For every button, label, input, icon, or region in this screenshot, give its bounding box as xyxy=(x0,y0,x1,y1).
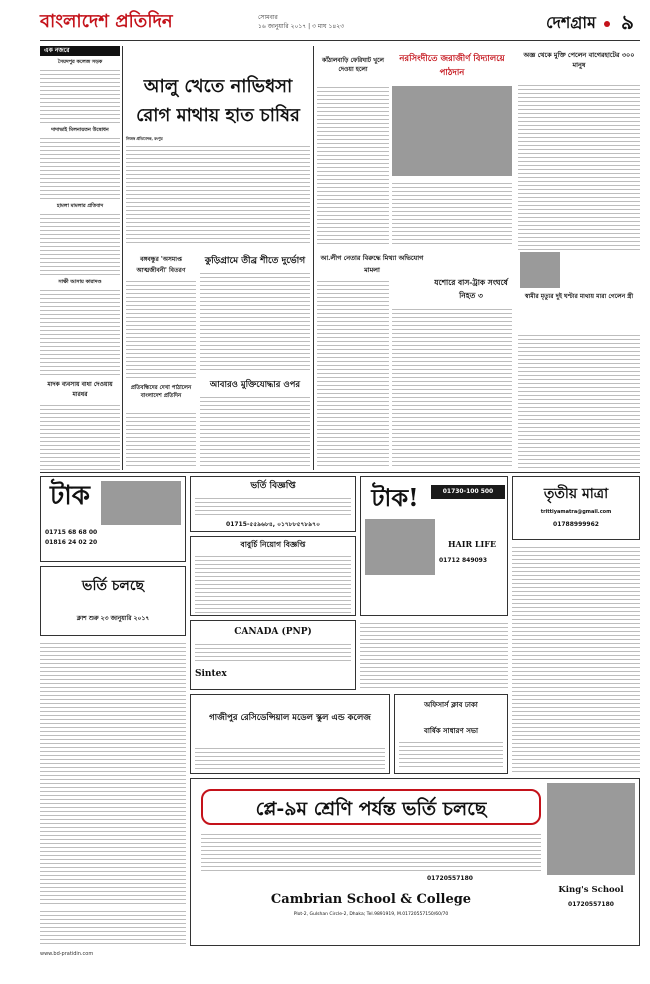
kings-school-phone: 01720557180 xyxy=(568,901,614,908)
brief-text-1 xyxy=(40,67,120,123)
vorti-ad-title: ভর্তি বিজ্ঞপ্তি xyxy=(250,481,296,491)
gazipur-school-title: গাজীপুর রেসিডেন্সিয়াল মডেল স্কুল এন্ড কলেজ xyxy=(209,713,371,723)
cold-headline: কুড়িগ্রামে তীব্র শীতে দুর্ভোগ xyxy=(204,256,306,266)
canada-ad-title: CANADA (PNP) xyxy=(234,627,312,637)
left-column xyxy=(40,46,120,470)
gazipur-school-ad xyxy=(190,694,390,774)
tritiyo-ad-phone: 01788999962 xyxy=(553,521,599,528)
job-notice-ad xyxy=(190,536,356,616)
disabled-text xyxy=(126,410,196,468)
right-ads-stack xyxy=(512,544,640,774)
school-photo xyxy=(392,86,512,176)
bangabandhu-text xyxy=(126,278,196,378)
brief-text-4 xyxy=(40,287,120,377)
student-photo xyxy=(547,783,635,875)
top-right-headline: অজ্ঞ থেকে মুক্তি পেলেন বাগেরহাটের ৩০০ মানুষ xyxy=(523,51,635,69)
narsingdi-headline: নরসিংদীতে জরাজীর্ণ বিদ্যালয়ে পাঠদান xyxy=(399,54,505,78)
jessore-text xyxy=(392,306,512,468)
cold-text xyxy=(200,270,310,370)
attack-headline: আবারও মুক্তিযোদ্ধার ওপর xyxy=(209,380,301,390)
tritiyo-ad-email: trittiyamatra@gmail.com xyxy=(540,509,612,515)
job-notice-title: বাবুর্চি নিয়োগ বিজ্ঞপ্তি xyxy=(240,540,306,549)
widow-headline: স্বামীর মৃত্যুর দুই ঘণ্টার মাথায় মারা গেলেন স্ত্রী xyxy=(524,293,634,300)
vorti-ad-text xyxy=(195,495,351,517)
tritiyo-ad-title: তৃতীয় মাত্রা xyxy=(543,486,609,502)
bottom-left-classified xyxy=(40,908,186,946)
section-title: দেশগ্রাম xyxy=(546,13,596,32)
tritiyo-ad xyxy=(512,476,640,540)
hair-life-phone: 01712 849093 xyxy=(439,557,488,564)
logo-text: বাংলাদেশ প্রতিদিন xyxy=(40,11,173,32)
banner-ad-details xyxy=(201,831,541,871)
attack-text xyxy=(200,394,310,468)
narsingdi-text xyxy=(392,180,512,244)
newspaper-logo xyxy=(40,8,240,36)
admission-ad-title: ভর্তি চলছে xyxy=(82,578,144,594)
issue-day: সোমবার xyxy=(258,14,278,21)
jessore-headline: যশোরে বাস-ট্রাক সংঘর্ষে নিহত ৩ xyxy=(434,278,508,300)
footer-website: www.bd-pratidin.com xyxy=(40,951,94,957)
officers-club-text xyxy=(399,739,503,769)
section-name xyxy=(510,10,610,36)
issue-date-text: ১৬ জানুয়ারি ২০১৭ | ৩ মাঘ ১৪২৩ xyxy=(258,23,345,30)
kings-school-name: King's School xyxy=(558,885,624,895)
tok-ad-1 xyxy=(40,476,186,562)
ferry-text xyxy=(317,84,389,244)
hair-life-logo: HAIR LIFE xyxy=(447,539,497,549)
drug-story-headline: মাদক ব্যবসায় বাধা দেওয়ায় মারধর xyxy=(47,381,113,398)
tok-ad-1-title: টাক xyxy=(50,481,90,511)
widow-photo xyxy=(520,252,560,288)
tok-ad-2 xyxy=(360,476,508,616)
masthead-rule xyxy=(40,40,640,41)
banner-ad-main: প্লে-৯ম শ্রেণি পর্যন্ত ভর্তি চলছে xyxy=(201,789,541,825)
mid-page-rule xyxy=(40,472,640,473)
tok-ad-1-phone-1: 01715 68 68 00 xyxy=(45,529,98,536)
admission-ad-class: ক্লাশ শুরু ২৩ জানুয়ারি ২০১৭ xyxy=(76,615,150,622)
officers-club-title: অফিসার্স ক্লাব ঢাকা xyxy=(424,700,478,709)
disabled-headline: প্রতিবন্ধিদের দেখা পাঠালেন বাংলাদেশ প্রতিদিন xyxy=(130,385,192,399)
tok-ad-2-phone: 01730-100 500 xyxy=(431,485,505,499)
issue-date xyxy=(258,13,408,33)
center-right-ads xyxy=(360,620,508,690)
top-right-text xyxy=(518,82,640,250)
lead-byline: নিজস্ব প্রতিবেদক, রংপুর xyxy=(126,136,163,141)
column-rule-1 xyxy=(122,46,123,470)
brief-headline-4: সাক্ষী আসায় কারাদণ্ড xyxy=(58,279,102,285)
league-headline: আ.লীগ নেতার বিরুদ্ধে মিথ্যা অভিযোগ মামলা xyxy=(320,254,424,274)
column-rule-2 xyxy=(313,46,314,470)
brief-title: এক নজরে xyxy=(40,46,120,56)
officers-club-agm: বার্ষিক সাধারণ সভা xyxy=(423,726,479,735)
vorti-ad xyxy=(190,476,356,532)
tok-ad-1-phone-2: 01816 24 02 20 xyxy=(45,539,98,546)
page-number: ৯ xyxy=(621,10,634,34)
drug-story-text xyxy=(40,402,120,470)
widow-text xyxy=(518,332,640,468)
brief-headline-2: দাদাভাই মিলনায়তন উদ্বোধন xyxy=(51,127,109,133)
bangabandhu-headline: বঙ্গবন্ধুর 'অসমাপ্ত আত্মজীবনী' বিতরণ xyxy=(136,256,186,274)
brief-headline-3: হামলা মামলার প্রতিবাদ xyxy=(56,203,104,209)
vorti-ad-phone: 01715-৫৫৯৬৮৪, ০১৭৮৮৫৭৮৯৭০ xyxy=(226,521,320,528)
brief-text-3 xyxy=(40,211,120,275)
officers-club-ad xyxy=(394,694,508,774)
cambrian-name: Cambrian School & College xyxy=(270,892,472,907)
cambrian-address: Plot-2, Gulshan Circle-2, Dhaka; Tel.9891919, M.01720557150/60/70 xyxy=(293,912,449,917)
lead-headline: আলু খেতে নাভিধসা রোগ মাথায় হাত চাষির xyxy=(136,76,300,126)
bullet-icon xyxy=(604,21,610,27)
tok-ad-2-photo xyxy=(365,519,435,575)
canada-ad xyxy=(190,620,356,690)
masthead xyxy=(40,8,640,38)
ferry-headline: কাঁঠালবাড়ি ফেরিঘাট খুলে দেওয়া হলো xyxy=(322,57,384,73)
sintex-logo: Sintex xyxy=(195,669,227,679)
brief-text-2 xyxy=(40,135,120,199)
tok-ad-1-photo xyxy=(101,481,181,525)
admission-ad xyxy=(40,566,186,636)
league-text xyxy=(317,278,389,468)
lead-story-text xyxy=(126,143,310,243)
canada-ad-text xyxy=(195,641,351,663)
brief-headline-1: সৈয়দপুর কলেজ সড়ক xyxy=(57,59,103,65)
classified-list xyxy=(40,640,186,904)
cambrian-phone: 01720557180 xyxy=(427,875,473,882)
tok-ad-2-title: টাক! xyxy=(371,483,419,512)
job-notice-text xyxy=(195,553,351,613)
gazipur-school-text xyxy=(195,745,385,769)
banner-ad xyxy=(190,778,640,946)
